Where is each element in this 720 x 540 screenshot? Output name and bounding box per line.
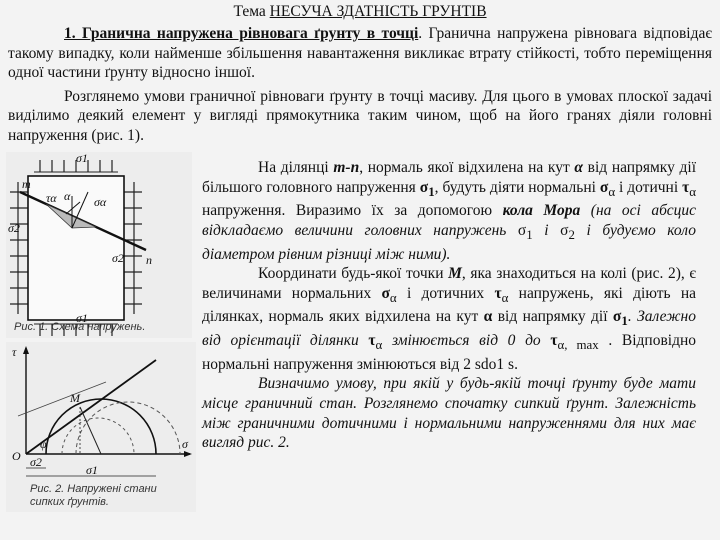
intro-text xyxy=(8,24,712,145)
paragraph-conditions: Розглянемо умови граничної рівноваги ґрунту в точці масиву. Для цього в умовах плоскої задачі виділимо деякий елемент у вигляді прямокутника таким чином, щоб на його гранях діяли головні напруження (рис. 1). xyxy=(8,87,712,144)
figure1-caption: Рис. 1. Схема напружень. xyxy=(14,321,146,333)
figure2-caption-line1: Рис. 2. Напружені стани xyxy=(30,483,157,495)
label-sigma1-bottom: σ1 xyxy=(76,311,88,325)
label-m: m xyxy=(22,177,31,191)
figure-mohr-circles xyxy=(6,342,196,512)
figure2-caption-line2: сипких ґрунтів. xyxy=(30,496,109,508)
right-column-text xyxy=(202,158,696,453)
paragraph-mohr: На ділянці m-n, нормаль якої відхилена на кут α від напрямку дії більшого головного напруження $\sigma_1$, будуть діяти нормальні $\sigma_\alpha$ і дотичні $\tau_\alpha$ напруження. Виразимо їх за допомогою кола Мора (на осі абсцис відкладаємо величини головних напружень $\sigma_1$ і $\sigma_2$ і будуємо коло діаметром рівним різниці між ними). xyxy=(202,159,697,263)
paragraph-point-m: Координати будь-якої точки M, яка знаходиться на колі (рис. 2), є величинами нормальних $\sigma_\alpha$ і дотичних $\tau_\alpha$ напружень, які діють на ділянках, нормаль яких відхилена на кут α від напрямку дії $\sigma_1$. Залежно від орієнтації ділянки $\tau_\alpha$ змінюється від 0 до $\tau_{\alpha, max}$ . Відповідно нормальні напруження змінюються від 2 ѕdо1 ѕ. xyxy=(202,265,697,373)
label-origin: O xyxy=(12,449,21,463)
section-heading: 1. Гранична напружена рівновага ґрунту в точці xyxy=(64,25,419,42)
label-sigma2-left: σ2 xyxy=(8,221,20,235)
label-tau-axis: τ xyxy=(12,345,17,359)
topic-title: НЕСУЧА ЗДАТНІСТЬ ГРУНТІВ xyxy=(269,3,487,20)
label-sigma2: σ2 xyxy=(30,455,42,469)
figure-stress-scheme xyxy=(6,152,192,338)
label-tau-alpha: τα xyxy=(46,191,57,205)
page-title: Тема НЕСУЧА ЗДАТНІСТЬ ГРУНТІВ xyxy=(233,3,487,20)
label-sigma-alpha: σα xyxy=(94,195,107,209)
label-sigma1: σ1 xyxy=(86,463,98,477)
label-sigma1-top: σ1 xyxy=(76,152,88,165)
label-alpha: α xyxy=(64,189,71,203)
label-point-m: M xyxy=(70,391,80,405)
mohr-circle-term: кола Мора xyxy=(502,202,581,220)
paragraph-limit-equilibrium: 1. Гранична напружена рівновага ґрунту в точці. Гранична напружена рівновага відповідає такому випадку, коли найменше збільшення навантаження викликає втрату стійкості, тобто переміщення одної частини ґрунту відносно іншої. xyxy=(8,25,712,81)
paragraph-limit-state: Визначимо умову, при якій у будь-якій точці ґрунту буде мати місце граничний стан. Розглянемо спочатку сипкий ґрунт. Залежність між граничними дотичними і нормальними напруженнями для них має вигляд рис. 2. xyxy=(202,375,696,452)
label-n: n xyxy=(146,253,152,267)
label-phi: φ xyxy=(40,437,47,451)
label-sigma2-right: σ2 xyxy=(112,251,124,265)
label-sigma-axis: σ xyxy=(182,437,188,451)
